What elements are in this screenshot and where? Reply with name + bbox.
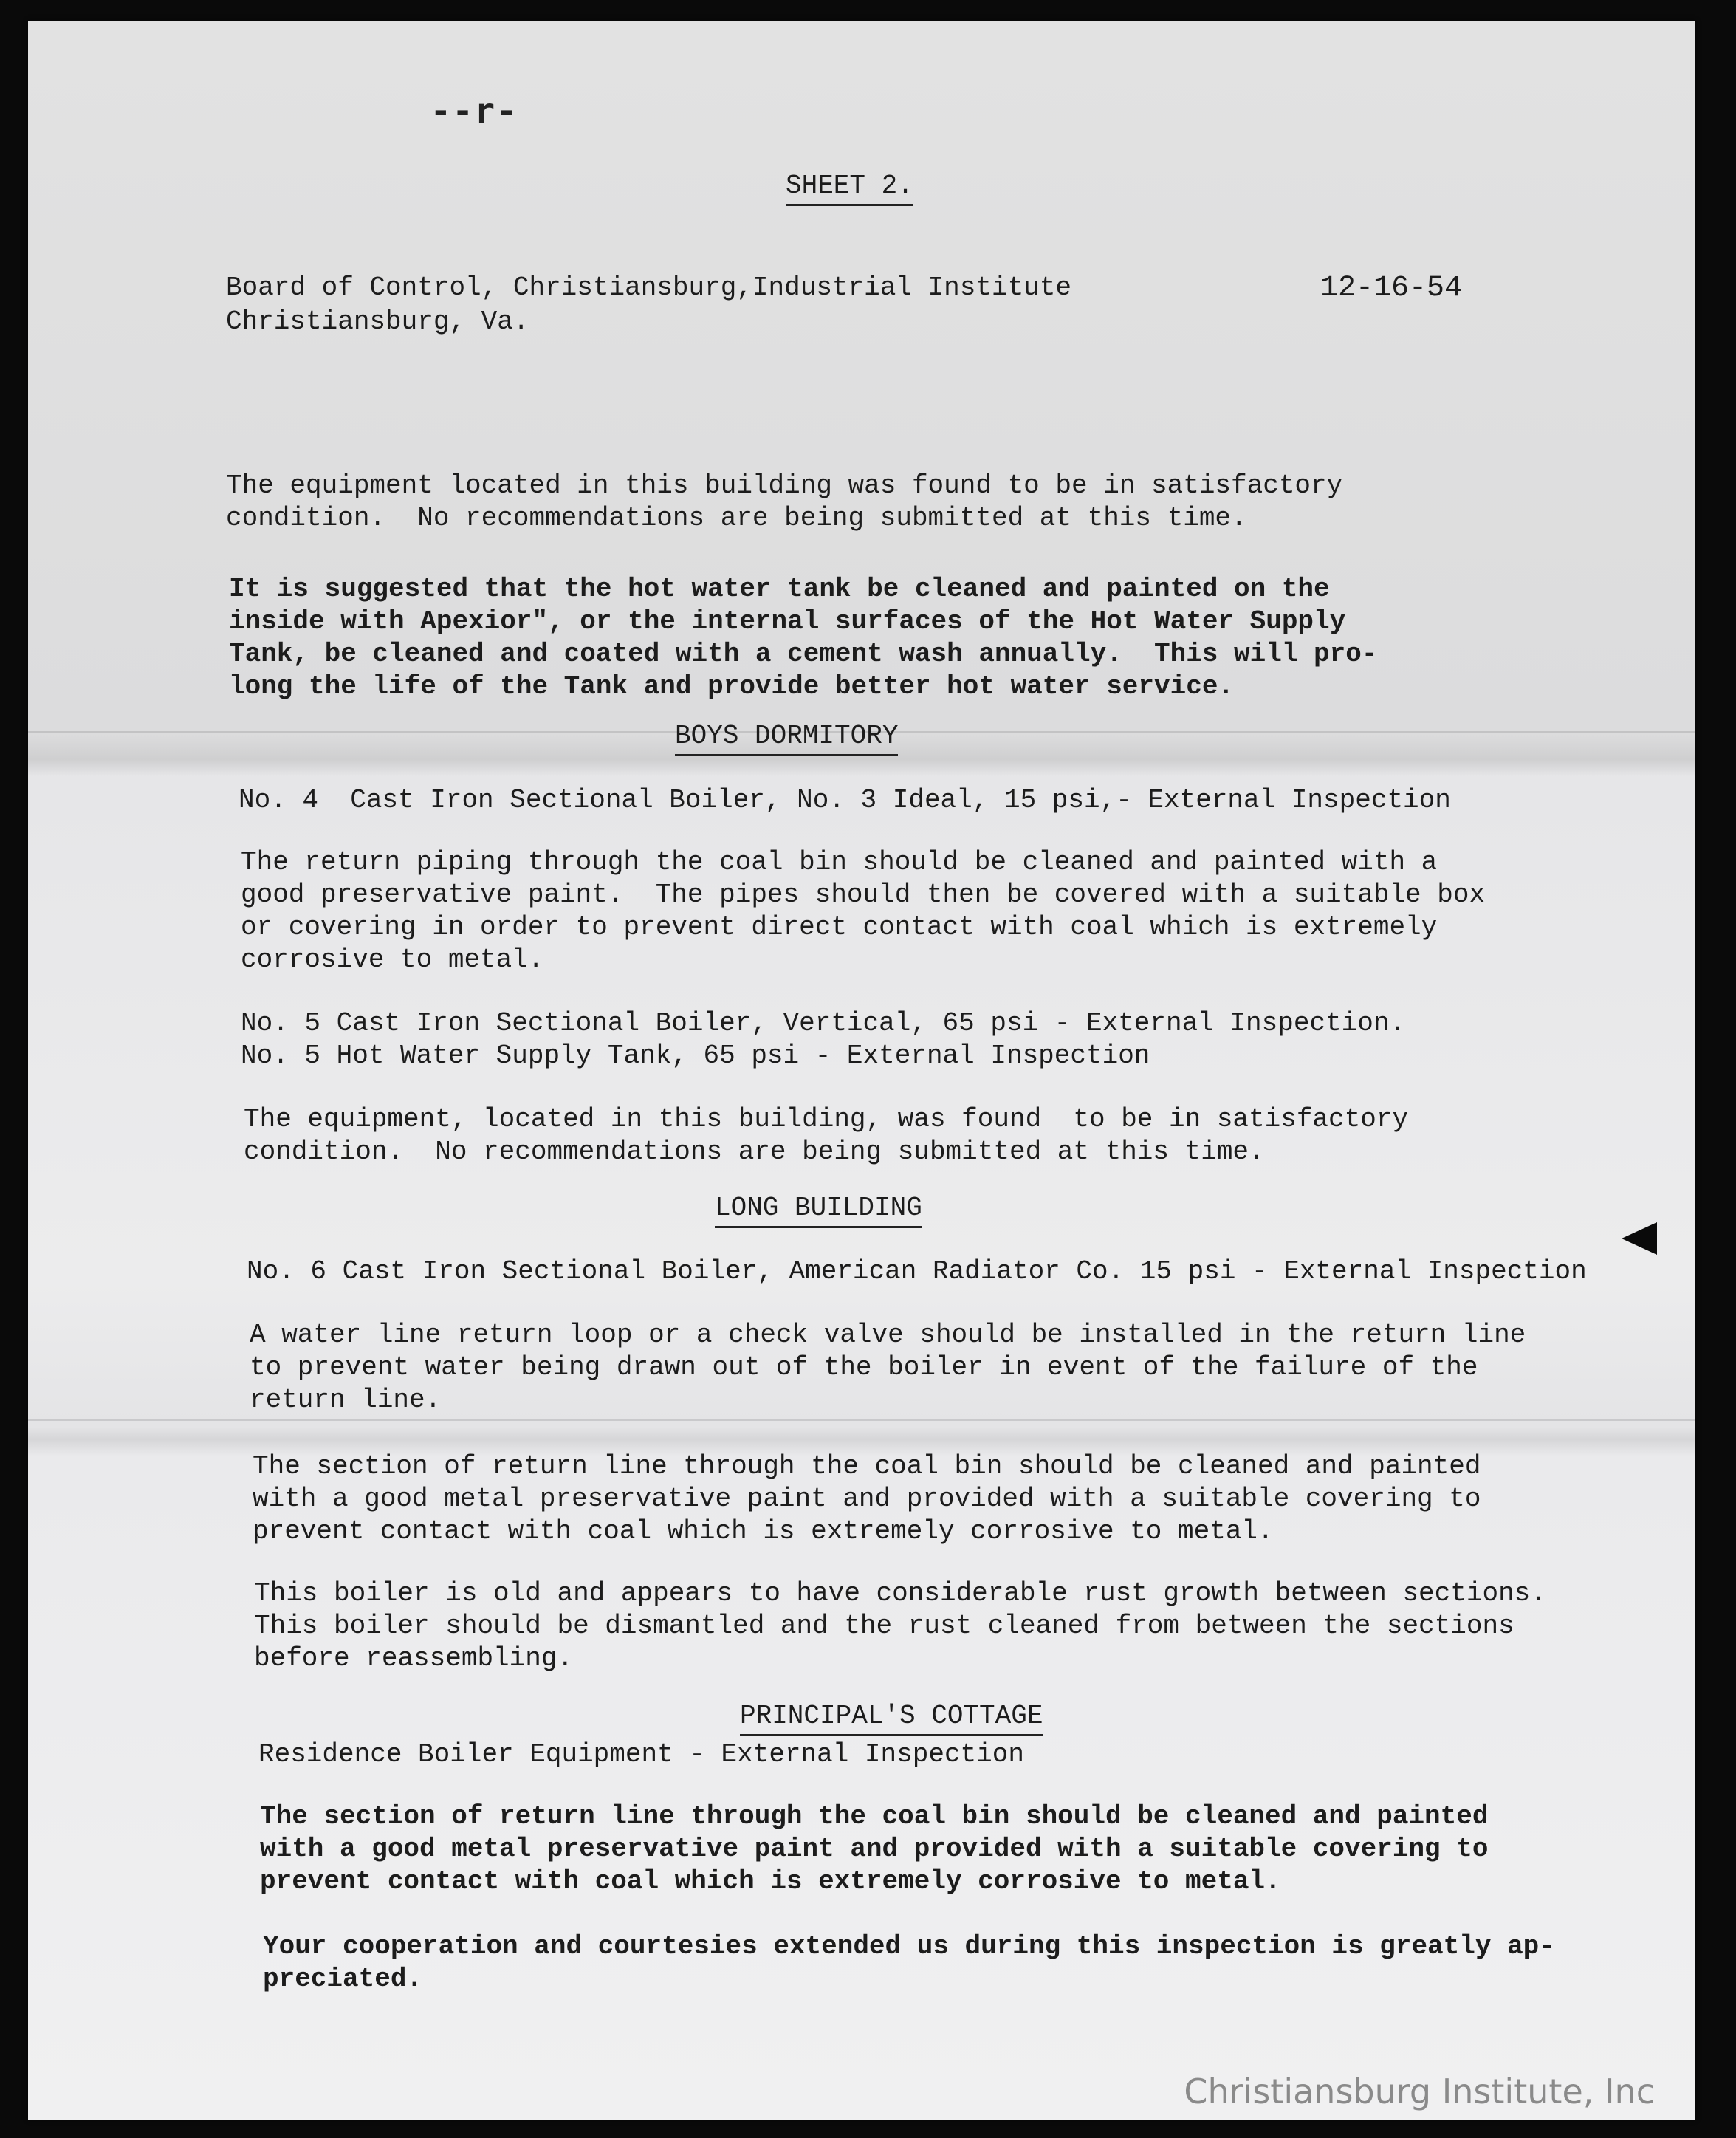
- closing-paragraph: Your cooperation and courtesies extended us during this inspection is greatly ap- preciated.: [263, 1931, 1555, 1994]
- long-building-paragraph2: The section of return line through the coal bin should be cleaned and painted with a good metal preservative paint and provided with a suitable covering to prevent contact with coal which is extremely corrosive to metal.: [253, 1451, 1481, 1546]
- boys-dormitory-paragraph2: The equipment, located in this building, was found to be in satisfactory condition. No recommendations are being submitted at this time.: [244, 1104, 1409, 1167]
- sheet-title: SHEET 2.: [786, 170, 913, 206]
- paper-tear-notch: [1622, 1222, 1657, 1255]
- addressee-line2: Christiansburg, Va.: [226, 306, 529, 337]
- principals-cottage-item1: Residence Boiler Equipment - External Inspection: [258, 1739, 1024, 1769]
- letter-sheet: [28, 21, 1695, 2120]
- corner-mark: --r-: [430, 91, 518, 131]
- intro-paragraph: The equipment located in this building was found to be in satisfactory condition. No recommendations are being submitted at this time.: [226, 470, 1343, 533]
- watermark: Christiansburg Institute, Inc: [1184, 2072, 1655, 2111]
- fold-crease-lower: [28, 1419, 1695, 1421]
- long-building-paragraph3: This boiler is old and appears to have considerable rust growth between sections. This boiler should be dismantled and the rust cleaned from between the sections before reassembling.: [254, 1578, 1546, 1673]
- addressee-line1: Board of Control, Christiansburg,Industrial Institute: [226, 273, 1071, 303]
- long-building-item1: No. 6 Cast Iron Sectional Boiler, American Radiator Co. 15 psi - External Inspection: [247, 1256, 1587, 1286]
- boys-dormitory-item2: No. 5 Cast Iron Sectional Boiler, Vertical, 65 psi - External Inspection. No. 5 Hot Water Supply Tank, 65 psi - External Inspection: [241, 1008, 1406, 1071]
- boys-dormitory-item1: No. 4 Cast Iron Sectional Boiler, No. 3 Ideal, 15 psi,- External Inspection: [239, 785, 1451, 815]
- letter-date: 12-16-54: [1320, 272, 1463, 305]
- heading-boys-dormitory: BOYS DORMITORY: [675, 720, 898, 756]
- long-building-paragraph1: A water line return loop or a check valve should be installed in the return line to prevent water being drawn out of the boiler in event of the failure of the return line.: [250, 1320, 1526, 1415]
- heading-principals-cottage: PRINCIPAL'S COTTAGE: [740, 1700, 1043, 1736]
- heading-long-building: LONG BUILDING: [715, 1192, 922, 1228]
- principals-cottage-paragraph1: The section of return line through the coal bin should be cleaned and painted with a good metal preservative paint and provided with a suitable covering to prevent contact with coal which is extremely corrosive to metal.: [260, 1801, 1489, 1897]
- boys-dormitory-paragraph1: The return piping through the coal bin should be cleaned and painted with a good preservative paint. The pipes should then be covered with a suitable box or covering in order to prevent direct contact with coal which is extremely corrosive to metal.: [241, 847, 1486, 975]
- suggestion-paragraph: It is suggested that the hot water tank be cleaned and painted on the inside with Apexior", or the internal surfaces of the Hot Water Supply Tank, be cleaned and coated with a cement wash annually. This will pro- long the life of the Tank and provide better hot water service.: [229, 574, 1378, 702]
